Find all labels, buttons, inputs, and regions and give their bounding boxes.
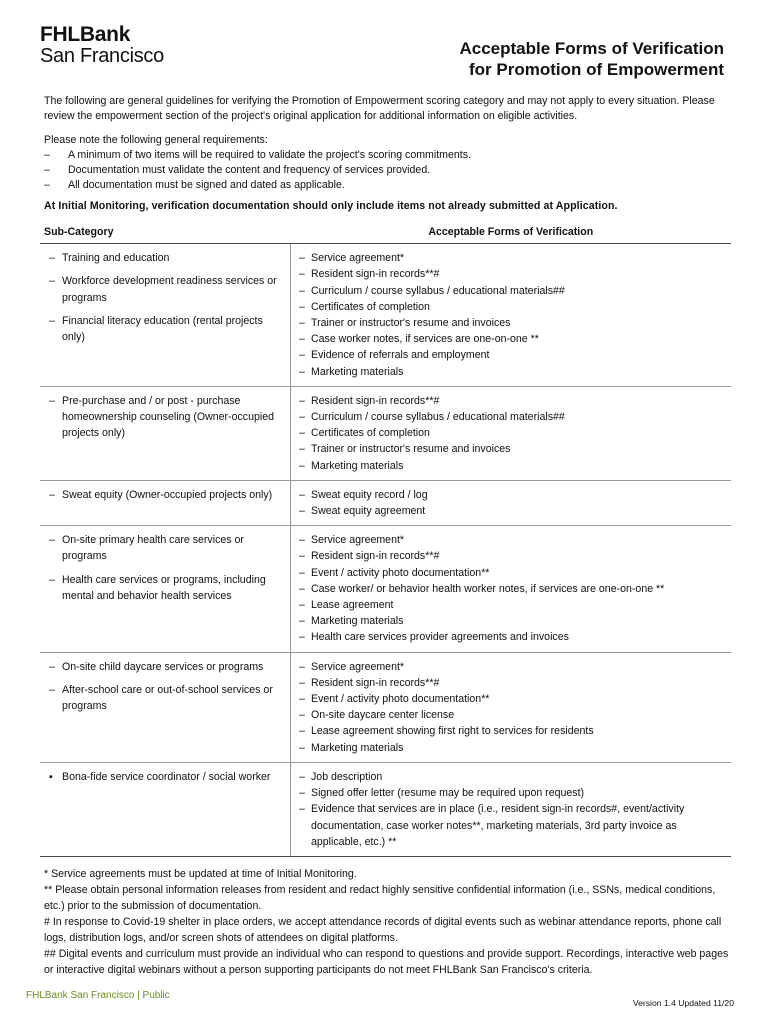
verification-item: – Service agreement* (297, 532, 727, 548)
verification-cell (291, 480, 732, 525)
sub-category-item: – Pre-purchase and / or post - purchase homeownership counseling (Owner-occupied projects only) (44, 393, 286, 442)
sub-category-item: ▪ Bona-fide service coordinator / social worker (44, 769, 286, 785)
verification-cell (291, 244, 732, 387)
intro-paragraph: The following are general guidelines for verifying the Promotion of Empowerment scoring category and may not apply to every situation. Please review the empowerment section of the project's original application for additional information on eligible activities. (44, 95, 715, 122)
verification-item: – Service agreement* (297, 659, 727, 675)
document-title (459, 38, 724, 80)
verification-item: – Trainer or instructor's resume and invoices (297, 441, 727, 457)
verification-item: – On-site daycare center license (297, 707, 727, 723)
table-row (40, 480, 731, 525)
title-line-2: for Promotion of Empowerment (469, 60, 724, 79)
verification-item: – Marketing materials (297, 740, 727, 756)
verification-cell (291, 762, 732, 856)
verification-item: – Sweat equity record / log (297, 487, 727, 503)
sub-category-cell (40, 652, 291, 762)
verification-item: – Lease agreement showing first right to services for residents (297, 723, 727, 739)
sub-category-item: – Financial literacy education (rental projects only) (44, 313, 286, 345)
verification-cell (291, 526, 732, 652)
verification-table (40, 222, 731, 857)
title-line-1: Acceptable Forms of Verification (459, 39, 724, 58)
logo-line-1: FHLBank (40, 23, 131, 46)
verification-item: – Evidence that services are in place (i.e., resident sign-in records#, event/activity documentation, case worker notes**, marketing materials, 3rd party invoice as applicable, etc.) ** (297, 801, 727, 850)
table-row (40, 386, 731, 480)
verification-item: – Lease agreement (297, 597, 727, 613)
verification-item: – Certificates of completion (297, 299, 727, 315)
sub-category-item: – After-school care or out-of-school services or programs (44, 682, 286, 714)
logo (40, 24, 164, 66)
verification-item: – Event / activity photo documentation** (297, 565, 727, 581)
verification-item: – Curriculum / course syllabus / educational materials## (297, 409, 727, 425)
sub-category-cell (40, 244, 291, 387)
footnotes (44, 866, 734, 978)
verification-item: – Marketing materials (297, 364, 727, 380)
sub-category-cell (40, 480, 291, 525)
verification-item: – Marketing materials (297, 613, 727, 629)
verification-item: – Job description (297, 769, 727, 785)
logo-line-2: San Francisco (40, 45, 164, 67)
verification-item: – Case worker/ or behavior health worker notes, if services are one-on-one ** (297, 581, 727, 597)
verification-item: – Service agreement* (297, 250, 727, 266)
verification-item: – Curriculum / course syllabus / educational materials## (297, 283, 727, 299)
verification-item: – Event / activity photo documentation** (297, 691, 727, 707)
version-label: Version 1.4 Updated 11/20 (632, 998, 734, 1008)
verification-item: – Health care services provider agreements and invoices (297, 629, 727, 645)
header-acceptable-forms: Acceptable Forms of Verification (291, 222, 732, 244)
verification-item: – Resident sign-in records**# (297, 675, 727, 691)
sub-category-item: – Workforce development readiness services or programs (44, 273, 286, 305)
table-header-row (40, 222, 731, 244)
sub-category-cell (40, 526, 291, 652)
sub-category-item: – Sweat equity (Owner-occupied projects only) (44, 487, 286, 503)
verification-item: – Resident sign-in records**# (297, 266, 727, 282)
table-row (40, 652, 731, 762)
initial-monitoring-note: At Initial Monitoring, verification documentation should only include items not already submitted at Application. (44, 200, 618, 212)
sub-category-item: – Training and education (44, 250, 286, 266)
sub-category-cell (40, 386, 291, 480)
verification-item: – Trainer or instructor's resume and invoices (297, 315, 727, 331)
header-sub-category: Sub-Category (40, 222, 291, 244)
brand-classification: FHLBank San Francisco | Public (26, 990, 170, 1001)
table-row (40, 526, 731, 652)
sub-category-item: – On-site child daycare services or programs (44, 659, 286, 675)
requirements-heading: Please note the following general requirements: (44, 134, 268, 146)
verification-item: – Resident sign-in records**# (297, 548, 727, 564)
sub-category-item: – On-site primary health care services or programs (44, 532, 286, 564)
sub-category-cell (40, 762, 291, 856)
footnote: ** Please obtain personal information releases from resident and redact highly sensitive confidential information (i.e., SSNs, medical conditions, etc.) prior to the submission of documentation. (44, 884, 716, 912)
verification-item: – Signed offer letter (resume may be required upon request) (297, 785, 727, 801)
requirement-item: – Documentation must validate the content and frequency of services provided. (44, 163, 734, 178)
verification-item: – Resident sign-in records**# (297, 393, 727, 409)
verification-cell (291, 652, 732, 762)
sub-category-item: – Health care services or programs, including mental and behavior health services (44, 572, 286, 604)
verification-item: – Sweat equity agreement (297, 503, 727, 519)
table-row (40, 244, 731, 387)
verification-item: – Evidence of referrals and employment (297, 347, 727, 363)
footnote: # In response to Covid-19 shelter in place orders, we accept attendance records of digital events such as webinar attendance reports, phone call logs, distribution logs, and/or screen shots of attendees on digital platforms. (44, 916, 722, 944)
requirements-list (44, 148, 734, 193)
verification-item: – Marketing materials (297, 458, 727, 474)
verification-cell (291, 386, 732, 480)
intro-section (44, 94, 734, 214)
requirement-item: – All documentation must be signed and dated as applicable. (44, 178, 734, 193)
requirement-item: – A minimum of two items will be required to validate the project's scoring commitments. (44, 148, 734, 163)
verification-item: – Case worker notes, if services are one-on-one ** (297, 331, 727, 347)
table-row (40, 762, 731, 856)
verification-item: – Certificates of completion (297, 425, 727, 441)
footnote: * Service agreements must be updated at time of Initial Monitoring. (44, 868, 357, 880)
footnote: ## Digital events and curriculum must provide an individual who can respond to questions and provide support. Recordings, interactive web pages or interactive digital webinars without a person supporting participants do not meet FHLBank San Francisco's criteria. (44, 948, 729, 976)
